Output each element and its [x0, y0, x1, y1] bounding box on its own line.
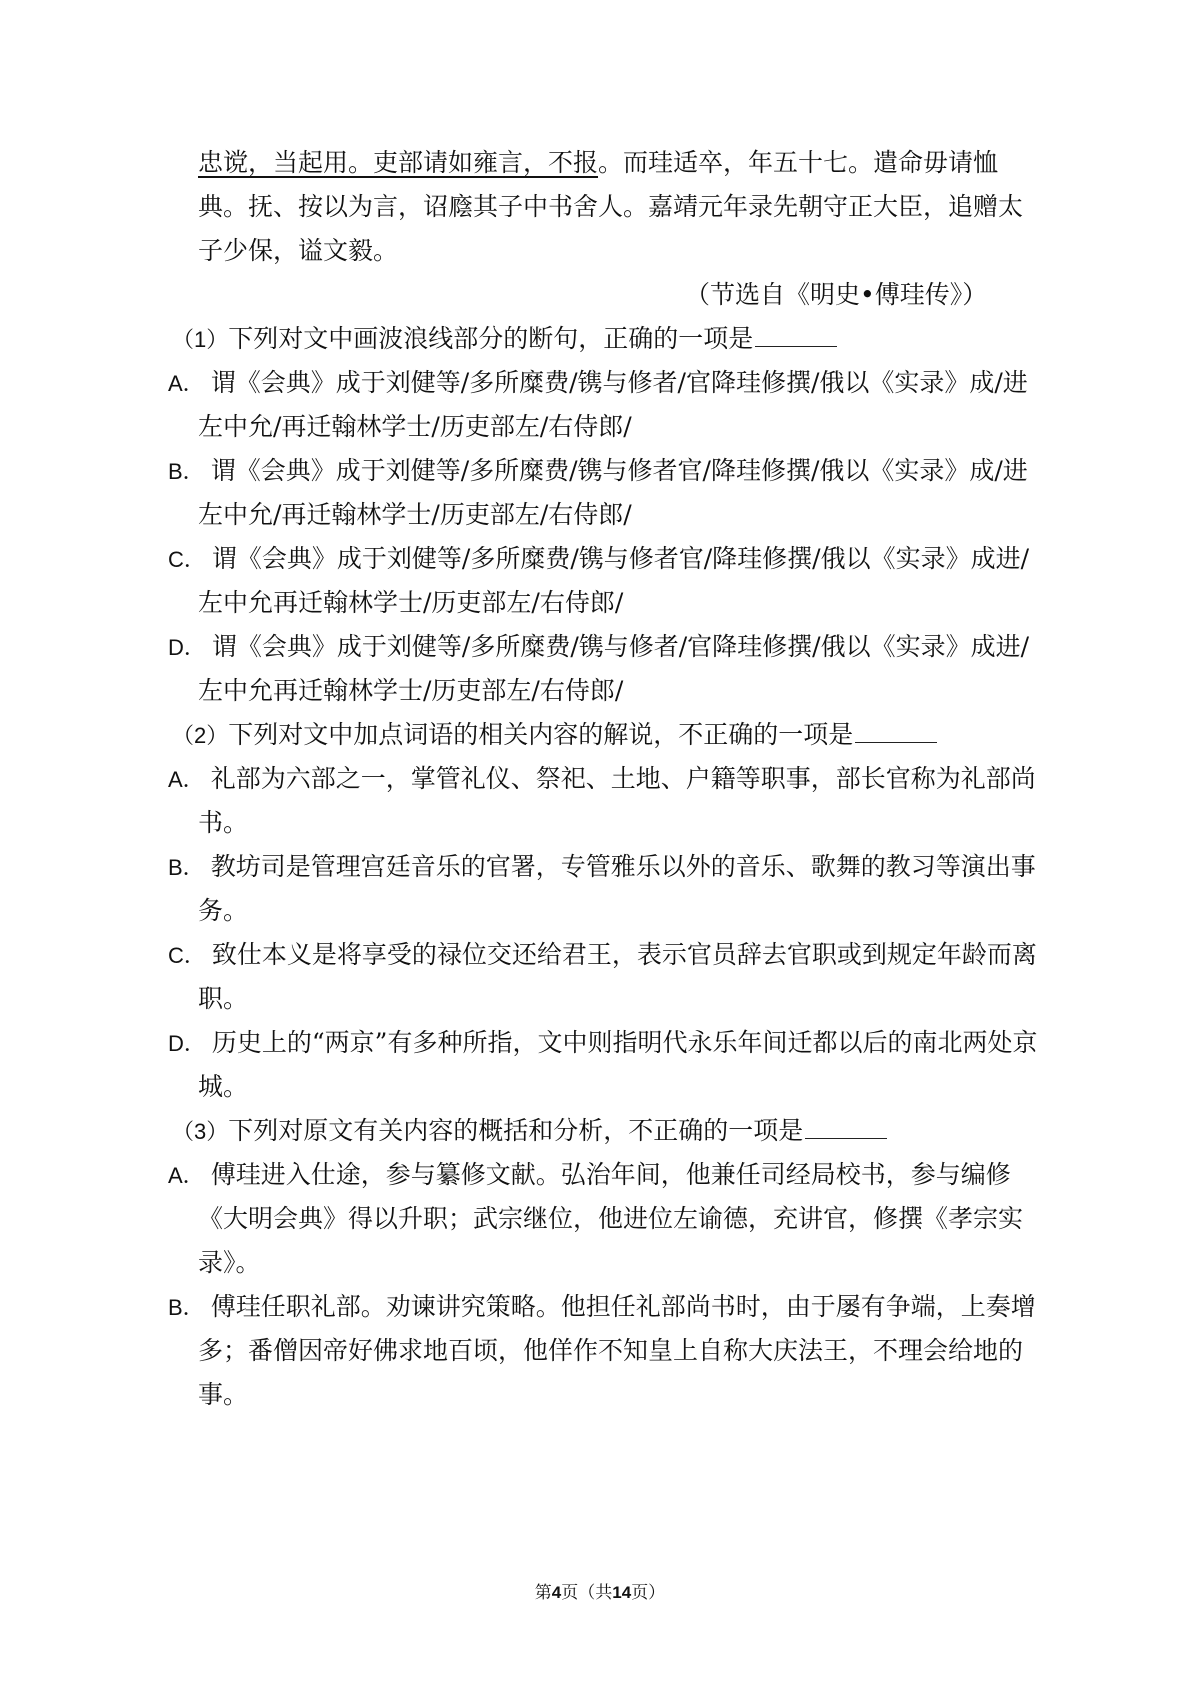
- q3-option-b: [168, 1290, 1036, 1325]
- q1-option-b-cont: 左中允/再迁翰林学士/历吏部左/右侍郎/: [198, 500, 632, 529]
- question-number: （3）: [172, 1119, 229, 1144]
- q1-option-a-cont: 左中允/再迁翰林学士/历吏部左/右侍郎/: [198, 412, 632, 441]
- page-footer: [0, 1578, 1200, 1603]
- answer-blank: [755, 324, 837, 347]
- q2-option-a: [168, 762, 1036, 797]
- footer-text: 页（共: [561, 1583, 613, 1603]
- q3-option-a-cont-1: 《大明会典》得以升职；武宗继位，他进位左谕德，充讲官，修撰《孝宗实: [198, 1204, 1024, 1233]
- passage-text: 。而珪适卒，年五十七。遣命毋请恤: [598, 148, 999, 177]
- answer-blank: [805, 1116, 887, 1139]
- option-label: B．: [168, 459, 205, 484]
- answer-blank: [855, 720, 937, 743]
- passage-line-3: 子少保，谥文毅。: [198, 236, 399, 265]
- option-text: 傅珪任职礼部。劝谏讲究策略。他担任礼部尚书时，由于屡有争端，上奏增: [210, 1292, 1036, 1321]
- passage-underlined-text: 忠谠，当起用。吏部请如雍言，不报: [198, 148, 599, 177]
- option-text: 谓《会典》成于刘健等/多所糜费/镌与修者官/降珪修撰/俄以《实录》成/进: [210, 456, 1028, 485]
- q1-option-d: [168, 630, 1029, 665]
- footer-text: 页）: [631, 1583, 666, 1603]
- q2-option-d: [168, 1026, 1037, 1061]
- q1-option-d-cont: 左中允再迁翰林学士/历吏部左/右侍郎/: [198, 676, 624, 705]
- q2-option-b: [168, 850, 1036, 885]
- q2-option-c-cont: 职。: [198, 984, 249, 1013]
- option-label: D．: [168, 1031, 206, 1056]
- option-text: 谓《会典》成于刘健等/多所糜费/镌与修者官/降珪修撰/俄以《实录》成进/: [211, 544, 1030, 573]
- option-text: 傅珪进入仕途，参与纂修文献。弘治年间，他兼任司经局校书，参与编修: [210, 1160, 1011, 1189]
- option-label: B．: [168, 1295, 205, 1320]
- option-text: 谓《会典》成于刘健等/多所糜费/镌与修者/官降珪修撰/俄以《实录》成进/: [211, 632, 1030, 661]
- passage-line-1: [198, 146, 998, 180]
- total-pages: 14: [612, 1583, 632, 1602]
- q1-option-a: [168, 366, 1028, 401]
- option-text: 致仕本义是将享受的禄位交还给君王，表示官员辞去官职或到规定年龄而离: [211, 940, 1037, 969]
- q3-option-a: [168, 1158, 1011, 1193]
- q2-option-b-cont: 务。: [198, 896, 249, 925]
- option-text: 礼部为六部之一，掌管礼仪、祭祀、土地、户籍等职事，部长官称为礼部尚: [210, 764, 1036, 793]
- q1-option-b: [168, 454, 1028, 489]
- page-number: 4: [551, 1583, 562, 1602]
- question-number: （2）: [172, 723, 229, 748]
- option-label: C．: [168, 547, 206, 572]
- option-text: 教坊司是管理宫廷音乐的官署，专管雅乐以外的音乐、歌舞的教习等演出事: [210, 852, 1036, 881]
- q2-option-c: [168, 938, 1037, 973]
- q3-option-b-cont-2: 事。: [198, 1380, 249, 1409]
- option-label: A．: [168, 371, 205, 396]
- option-label: B．: [168, 855, 205, 880]
- option-label: A．: [168, 1163, 205, 1188]
- q1-option-c: [168, 542, 1029, 577]
- question-1: [172, 322, 837, 357]
- question-text: 下列对原文有关内容的概括和分析，不正确的一项是: [228, 1116, 804, 1145]
- passage-source: （节选自《明史•傅珪传》）: [685, 280, 988, 309]
- question-number: （1）: [172, 327, 229, 352]
- footer-text: 第: [534, 1583, 552, 1603]
- option-text: 谓《会典》成于刘健等/多所糜费/镌与修者/官降珪修撰/俄以《实录》成/进: [210, 368, 1028, 397]
- option-text: 历史上的“两京”有多种所指，文中则指明代永乐年间迁都以后的南北两处京: [211, 1028, 1038, 1057]
- option-label: A．: [168, 767, 205, 792]
- q3-option-b-cont-1: 多；番僧因帝好佛求地百顷，他佯作不知皇上自称大庆法王，不理会给地的: [198, 1336, 1024, 1365]
- q1-option-c-cont: 左中允再迁翰林学士/历吏部左/右侍郎/: [198, 588, 624, 617]
- option-label: D．: [168, 635, 206, 660]
- option-label: C．: [168, 943, 206, 968]
- question-text: 下列对文中画波浪线部分的断句，正确的一项是: [228, 324, 754, 353]
- question-2: [172, 718, 937, 753]
- q3-option-a-cont-2: 录》。: [198, 1248, 261, 1277]
- question-3: [172, 1114, 887, 1149]
- q2-option-d-cont: 城。: [198, 1072, 249, 1101]
- q2-option-a-cont: 书。: [198, 808, 249, 837]
- question-text: 下列对文中加点词语的相关内容的解说，不正确的一项是: [228, 720, 854, 749]
- passage-line-2: 典。抚、按以为言，诏廕其子中书舍人。嘉靖元年录先朝守正大臣，追赠太: [198, 192, 1024, 221]
